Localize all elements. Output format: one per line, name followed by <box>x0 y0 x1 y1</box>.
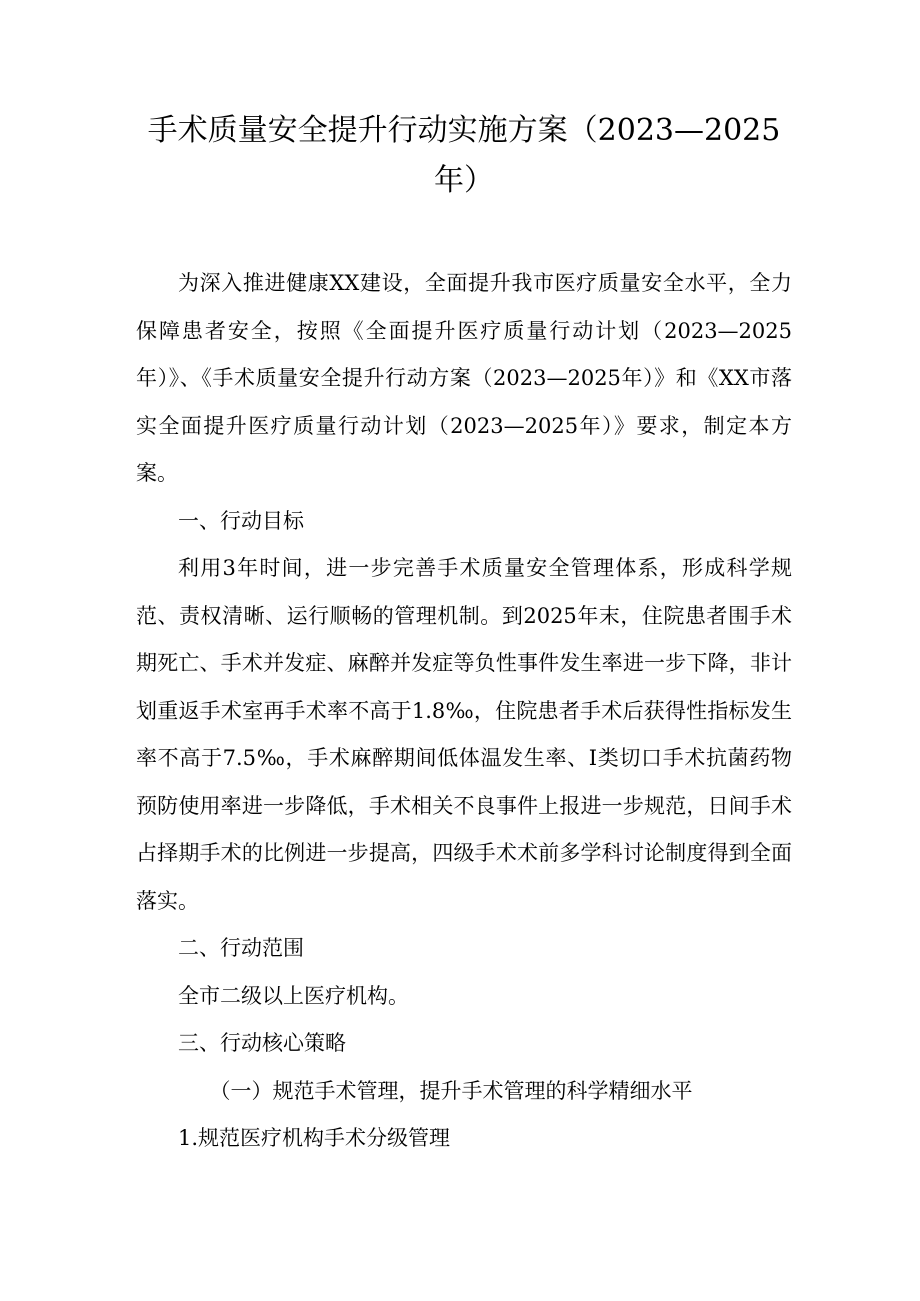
section-3-item-1: 1.规范医疗机构手术分级管理 <box>178 1126 451 1150</box>
section-1-heading: 一、行动目标 <box>178 508 304 533</box>
section-2-body: 全市二级以上医疗机构。 <box>178 983 409 1008</box>
section-3-subheading-1: （一）规范手术管理，提升手术管理的科学精细水平 <box>209 1078 693 1103</box>
section-1-body: 利用3年时间，进一步完善手术质量安全管理体系，形成科学规范、责权清晰、运行顺畅的管理机制。到2025年末，住院患者围手术期死亡、手术并发症、麻醉并发症等负性事件发生率进一步下降，非计划重返手术室再手术率不高于1.8‰，住院患者手术后获得性指标发生率不高于7.5‰，手术麻醉期间低体温发生率、I类切口手术抗菌药物预防使用率进一步降低，手术相关不良事件上报进一步规范，日间手术占择期手术的比例进一步提高，四级手术术前多学科讨论制度得到全面落实。 <box>136 556 792 913</box>
section-2-heading: 二、行动范围 <box>178 936 304 960</box>
section-3-heading: 三、行动核心策略 <box>178 1031 346 1055</box>
document-title: 手术质量安全提升行动实施方案（2023—2025年） <box>147 113 781 198</box>
intro-paragraph: 为深入推进健康XX建设，全面提升我市医疗质量安全水平，全力保障患者安全，按照《全面提升医疗质量行动计划（2023—2025年）》、《手术质量安全提升行动方案（2023—2025年）》和《XX市落实全面提升医疗质量行动计划（2023—2025年）》要求，制定本方案。 <box>136 271 792 485</box>
